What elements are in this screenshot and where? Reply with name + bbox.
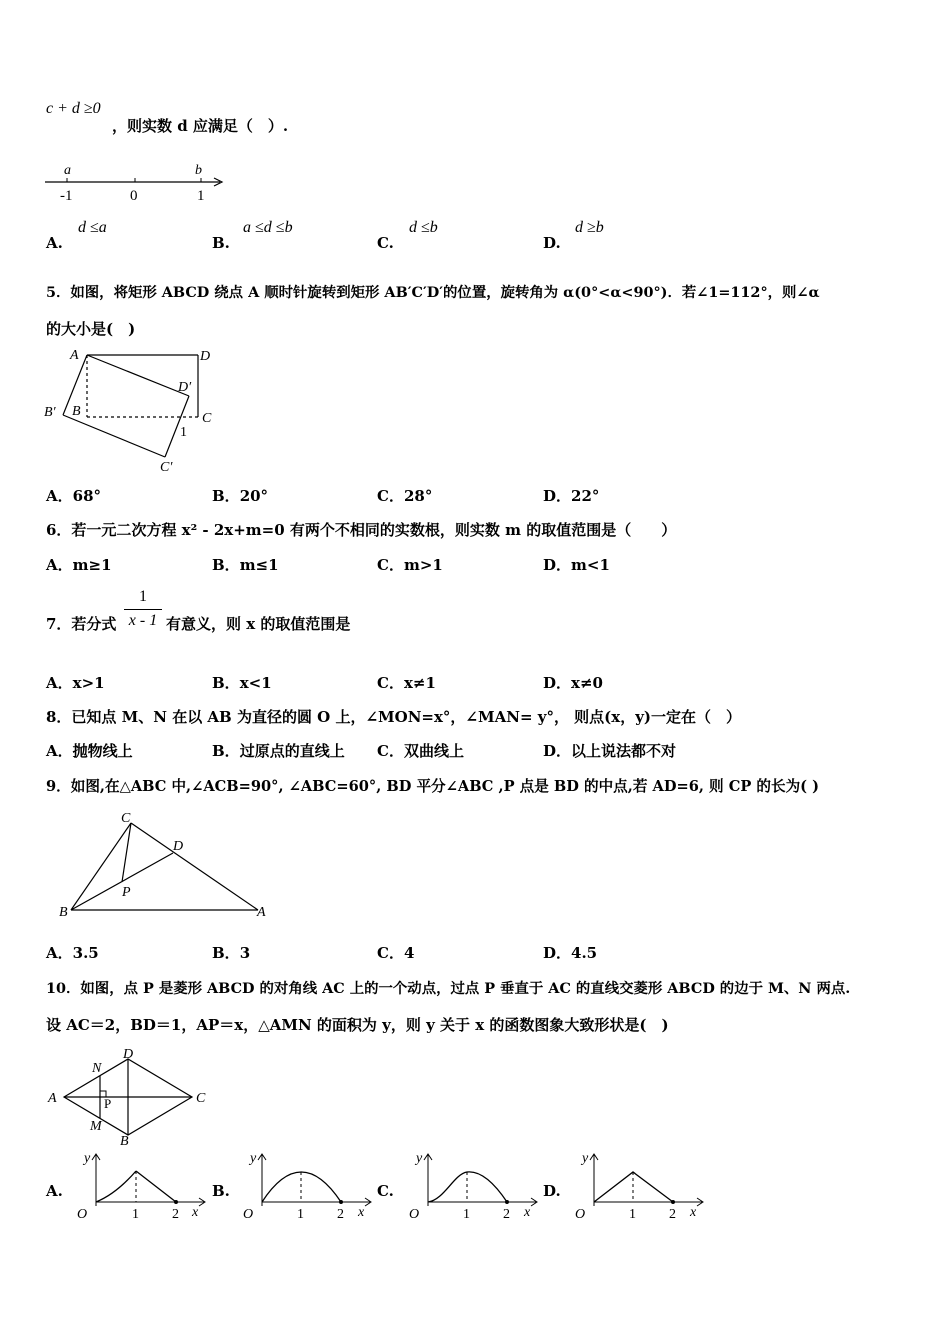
q10-graph-c-x-label: x xyxy=(524,1205,531,1220)
q10-option-c-letter: C. xyxy=(377,1182,394,1200)
q6-option-a: A．m≥1 xyxy=(46,556,112,574)
q8-text: 8．已知点 M、N 在以 AB 为直径的圆 O 上，∠MON=x°，∠MAN= y°， 则点(x，y)一定在（ ） xyxy=(46,708,742,726)
q5-label-b: B xyxy=(72,404,81,419)
q9-option-b: B．3 xyxy=(212,944,251,962)
q10-graph-d-tick-1: 1 xyxy=(629,1207,636,1222)
q5-rectangle-figure xyxy=(40,343,230,478)
q4-tail: ，则实数 d 应满足（ ）. xyxy=(112,117,289,135)
q9-label-d: D xyxy=(173,839,184,854)
q5-text-line1: 5．如图，将矩形 ABCD 绕点 A 顺时针旋转到矩形 AB′C′D′的位置，旋转角为 α(0°<α<90°)．若∠1=112°，则∠α xyxy=(46,284,820,301)
q10-graph-a-x-label: x xyxy=(192,1205,199,1220)
q7-fraction-numerator: 1 xyxy=(139,588,147,605)
nl-tick-0: 0 xyxy=(130,188,138,204)
q10-label-b: B xyxy=(120,1134,129,1147)
q10-graph-d-origin-label: O xyxy=(575,1207,586,1222)
q10-option-a-letter: A. xyxy=(46,1182,63,1200)
q6-option-c: C．m>1 xyxy=(377,556,443,574)
q10-graph-a-curve-up xyxy=(96,1171,136,1202)
q4-condition: c + d ≥0 xyxy=(46,100,101,117)
q10-graph-b-origin-label: O xyxy=(243,1207,254,1222)
q10-graph-b-y-label: y xyxy=(250,1151,257,1166)
q5-label-angle-1: 1 xyxy=(180,425,187,440)
q5-option-d: D．22° xyxy=(543,487,600,505)
q8-option-a: A．抛物线上 xyxy=(46,742,133,760)
nl-tick-neg1: -1 xyxy=(60,188,73,204)
q10-graph-d xyxy=(570,1150,710,1225)
q8-option-c: C．双曲线上 xyxy=(377,742,464,760)
q7-option-b: B．x<1 xyxy=(212,674,272,692)
q5-option-c: C．28° xyxy=(377,487,433,505)
q10-label-c: C xyxy=(196,1091,206,1106)
q5-label-c-prime: C′ xyxy=(160,460,173,475)
q7-fraction-bar xyxy=(124,609,162,610)
q4-option-b-expr: a ≤d ≤b xyxy=(243,219,293,236)
q10-label-n: N xyxy=(92,1061,102,1076)
q5-label-c: C xyxy=(202,411,212,426)
q10-label-d: D xyxy=(123,1047,134,1062)
q10-graph-d-tick-2: 2 xyxy=(669,1207,676,1222)
q4-option-d-letter: D. xyxy=(543,234,561,252)
q5-option-b: B．20° xyxy=(212,487,269,505)
q6-text: 6．若一元二次方程 x² - 2x+m=0 有两个不相同的实数根，则实数 m 的取值范围是（ ） xyxy=(46,521,677,539)
q7-option-a: A．x>1 xyxy=(46,674,105,692)
nl-tick-1: 1 xyxy=(197,188,205,204)
q10-graph-d-x-label: x xyxy=(690,1205,697,1220)
q10-graph-b-tick-2: 2 xyxy=(337,1207,344,1222)
q4-option-a-letter: A. xyxy=(46,234,63,252)
nl-label-a: a xyxy=(64,163,71,178)
q5-option-a: A．68° xyxy=(46,487,102,505)
q10-text-line2: 设 AC＝2，BD＝1，AP＝x，△AMN 的面积为 y，则 y 关于 x 的函数图象大致形状是( ) xyxy=(46,1016,669,1034)
q4-option-b-letter: B. xyxy=(212,234,230,252)
q5-label-a: A xyxy=(70,348,79,363)
q10-text-line1: 10．如图，点 P 是菱形 ABCD 的对角线 AC 上的一个动点，过点 P 垂直于 AC 的直线交菱形 ABCD 的边于 M、N 两点. xyxy=(46,980,851,997)
q10-label-p: P xyxy=(104,1096,112,1111)
q4-option-a-expr: d ≤a xyxy=(78,219,107,236)
q10-graph-a-tick-1: 1 xyxy=(132,1207,139,1222)
q10-graph-c xyxy=(404,1150,544,1225)
q4-option-d-expr: d ≥b xyxy=(575,219,604,236)
q10-label-a: A xyxy=(48,1091,57,1106)
q7-option-c: C．x≠1 xyxy=(377,674,436,692)
q8-option-b: B．过原点的直线上 xyxy=(212,742,345,760)
q10-graph-a xyxy=(72,1150,212,1225)
q10-graph-c-tick-1: 1 xyxy=(463,1207,470,1222)
q10-graph-c-y-label: y xyxy=(416,1151,423,1166)
q5-label-d: D xyxy=(200,349,211,364)
q10-rhombus-figure xyxy=(40,1042,220,1147)
q7-prefix: 7．若分式 xyxy=(46,615,117,633)
q9-triangle-figure xyxy=(55,808,275,923)
q7-suffix: 有意义，则 x 的取值范围是 xyxy=(166,615,351,633)
q4-option-c-expr: d ≤b xyxy=(409,219,438,236)
q4-number-line xyxy=(40,158,230,204)
q7-fraction-denominator: x - 1 xyxy=(128,612,158,629)
q10-option-b-letter: B. xyxy=(212,1182,230,1200)
q9-text: 9．如图,在△ABC 中,∠ACB=90°, ∠ABC=60°, BD 平分∠ABC ,P 点是 BD 的中点,若 AD=6, 则 CP 的长为( ) xyxy=(46,778,820,795)
q10-graph-b-x-label: x xyxy=(358,1205,365,1220)
q6-option-b: B．m≤1 xyxy=(212,556,279,574)
q5-text-line2: 的大小是( ) xyxy=(46,320,136,338)
q5-label-d-prime: D′ xyxy=(178,380,192,395)
q9-label-c: C xyxy=(121,811,131,826)
nl-label-b: b xyxy=(195,163,202,178)
q10-label-m: M xyxy=(90,1119,102,1134)
q10-graph-b xyxy=(238,1150,378,1225)
q7-option-d: D．x≠0 xyxy=(543,674,603,692)
q4-option-c-letter: C. xyxy=(377,234,394,252)
q10-graph-a-y-label: y xyxy=(84,1151,91,1166)
q10-graph-a-tick-2: 2 xyxy=(172,1207,179,1222)
q10-graph-c-tick-2: 2 xyxy=(503,1207,510,1222)
q10-graph-b-tick-1: 1 xyxy=(297,1207,304,1222)
q6-option-d: D．m<1 xyxy=(543,556,610,574)
q9-label-p: P xyxy=(122,885,131,900)
q8-option-d: D．以上说法都不对 xyxy=(543,742,677,760)
q9-label-b: B xyxy=(59,905,68,920)
q10-graph-a-origin-label: O xyxy=(77,1207,88,1222)
q9-option-a: A．3.5 xyxy=(46,944,99,962)
q9-option-c: C．4 xyxy=(377,944,415,962)
q9-label-a: A xyxy=(257,905,266,920)
q10-graph-c-origin-label: O xyxy=(409,1207,420,1222)
q10-graph-d-y-label: y xyxy=(582,1151,589,1166)
q9-option-d: D．4.5 xyxy=(543,944,598,962)
q10-option-d-letter: D. xyxy=(543,1182,561,1200)
q5-label-b-prime: B′ xyxy=(44,405,56,420)
